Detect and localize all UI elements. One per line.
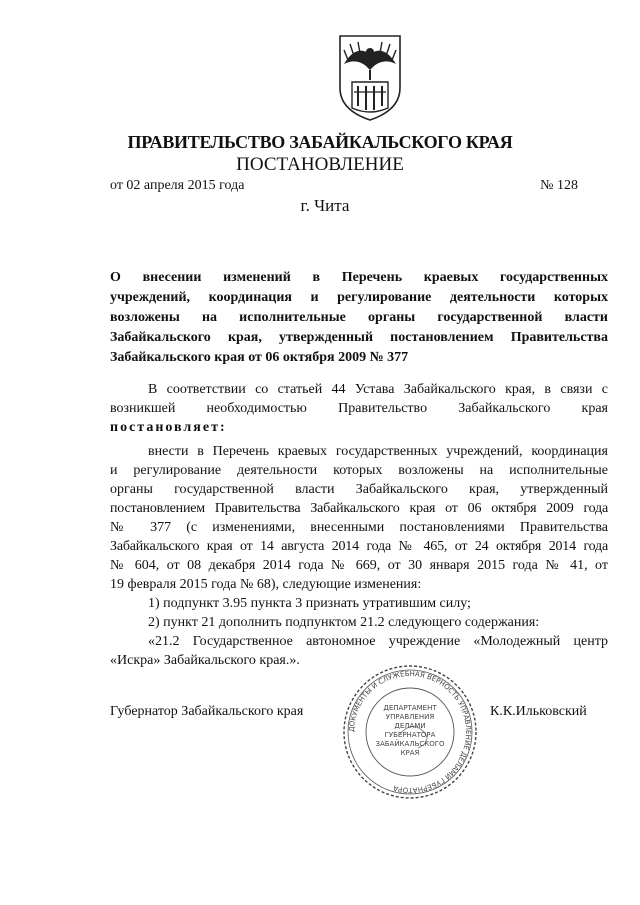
resolution-body: [110, 442, 608, 670]
document-date: от 02 апреля 2015 года: [110, 178, 245, 193]
government-title: ПРАВИТЕЛЬСТВО ЗАБАЙКАЛЬСКОГО КРАЯ: [127, 132, 513, 152]
stamp-line: ДЕПАРТАМЕНТ: [383, 704, 437, 712]
signatory-name: К.К.Ильковский: [490, 704, 587, 719]
signatory-title: Губернатор Забайкальского края: [110, 704, 304, 719]
resolution-line: № 377 (с изменениями, внесенными постановлениями Правительства: [110, 520, 608, 535]
coat-of-arms-icon: [330, 30, 410, 122]
preamble: [110, 380, 608, 437]
stamp-line: УПРАВЛЕНИЯ: [385, 713, 435, 721]
resolution-line: внести в Перечень краевых государственных учреждений, координация: [148, 444, 608, 459]
subject-line: Забайкальского края от 06 октября 2009 № 377: [110, 350, 409, 365]
document-subject: [110, 268, 608, 368]
stamp-line: КРАЯ: [400, 749, 420, 757]
subject-line: Забайкальского края, утвержденный постановлением Правительства: [110, 330, 608, 345]
resolution-line: постановлением Правительства Забайкальского края от 06 октября 2009 года: [110, 501, 608, 516]
stamp-line: ДЕЛАМИ: [394, 722, 426, 730]
preamble-line: возникшей необходимостью Правительство Забайкальского края: [110, 401, 608, 416]
quote-line: «Искра» Забайкальского края.».: [110, 653, 300, 668]
list-item: 2) пункт 21 дополнить подпунктом 21.2 следующего содержания:: [148, 615, 540, 630]
resolution-line: и регулирование деятельности которых возложены на исполнительные: [110, 463, 608, 478]
stamp-ring-text: ДОКУМЕНТЫ И СЛУЖЕБНАЯ ВЕРНОСТЬ УПРАВЛЕНИЕ ДЕЛАМИ ГУБЕРНАТОРА: [347, 669, 473, 795]
document-city: г. Чита: [300, 196, 350, 215]
resolution-line: Забайкальского края от 14 августа 2014 года № 465, от 24 октября 2014 года: [110, 539, 608, 554]
subject-line: О внесении изменений в Перечень краевых государственных: [110, 270, 608, 285]
official-seal-stamp: [340, 662, 480, 802]
preamble-line: В соответствии со статьей 44 Устава Забайкальского края, в связи с: [148, 382, 608, 397]
resolution-line: № 604, от 08 декабря 2014 года № 669, от 30 января 2015 года № 41, от: [110, 558, 608, 573]
document-type: ПОСТАНОВЛЕНИЕ: [236, 154, 404, 175]
resolution-line: 19 февраля 2015 года № 68), следующие изменения:: [110, 577, 422, 592]
resolution-line: органы государственной власти Забайкальского края, утвержденный: [110, 482, 608, 497]
subject-line: учреждений, координация и регулирование деятельности которых: [110, 290, 608, 305]
subject-line: возложены на исполнительные органы государственной власти: [110, 310, 608, 325]
quote-line: «21.2 Государственное автономное учреждение «Молодежный центр: [148, 634, 608, 649]
stamp-line: ЗАБАЙКАЛЬСКОГО: [375, 740, 445, 748]
list-item: 1) подпункт 3.95 пункта 3 признать утратившим силу;: [148, 596, 471, 611]
stamp-line: ГУБЕРНАТОРА: [384, 731, 436, 739]
document-number: № 128: [540, 178, 578, 193]
preamble-keyword: постановляет:: [110, 420, 227, 435]
